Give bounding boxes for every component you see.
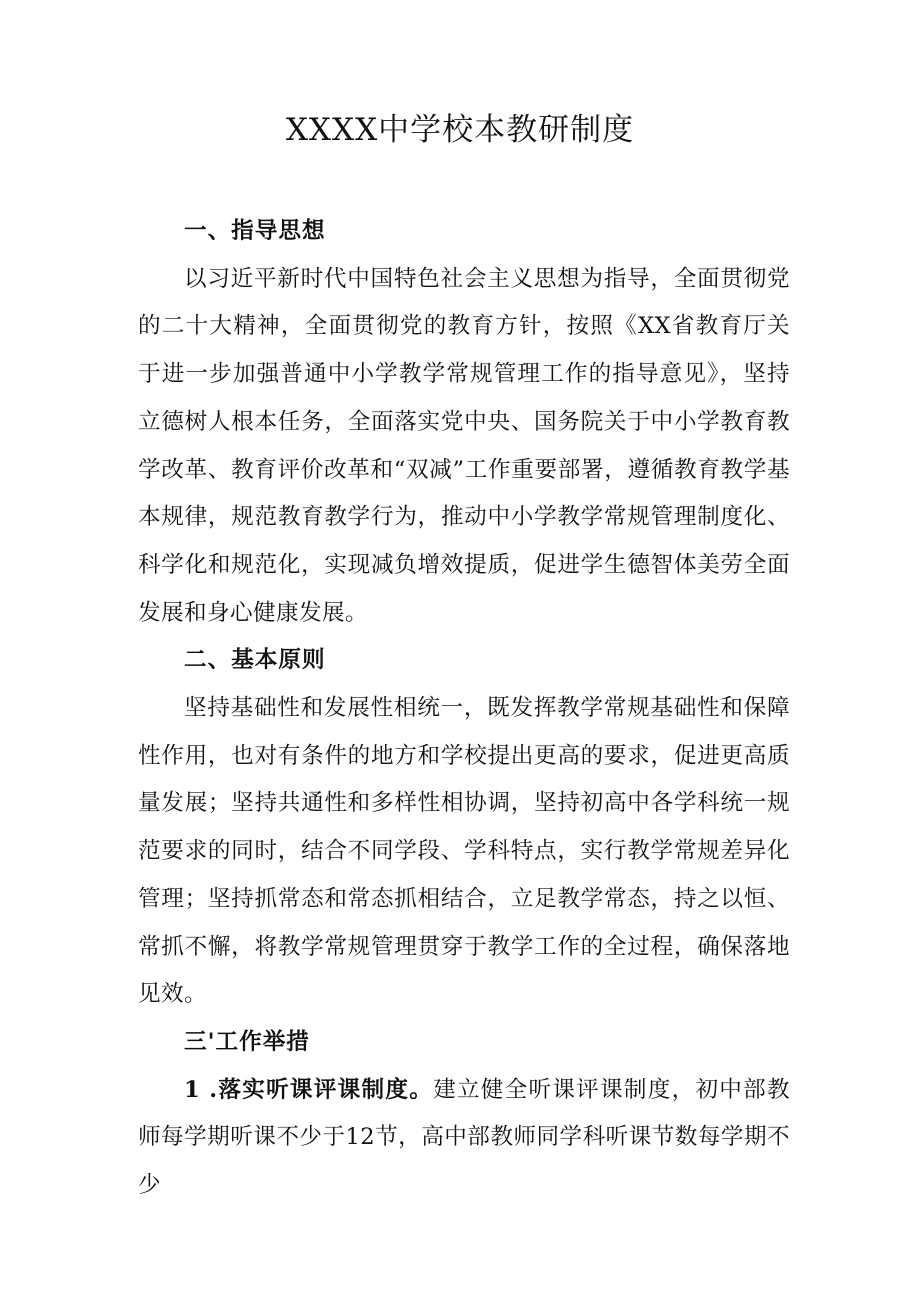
document-title: XXXX中学校本教研制度 (285, 112, 635, 148)
work-measure-item-lead: 1 .落实听课评课制度。 (184, 1076, 434, 1103)
section-heading-work-measures: 三'工作举措 (184, 1028, 310, 1055)
work-measure-item (138, 1067, 790, 1210)
work-measure-item-text: 建立健全听课评课制度，初中部教师每学期听课不少于12节，高中部教师同学科听课节数每学期不少 (138, 1076, 790, 1199)
section-paragraph-basic-principles: 坚持基础性和发展性相统一，既发挥教学常规基础性和保障性作用，也对有条件的地方和学校提出更高的要求，促进更高质量发展；坚持共通性和多样性相协调，坚持初高中各学科统一规范要求的同时，结合不同学段、学科特点，实行教学常规差异化管理；坚持抓常态和常态抓相结合，立足教学常态，持之以恒、常抓不懈，将教学常规管理贯穿于教学工作的全过程，确保落地见效。 (138, 695, 790, 1008)
section-paragraph-guiding-ideology: 以习近平新时代中国特色社会主义思想为指导，全面贯彻党的二十大精神，全面贯彻党的教育方针，按照《XX省教育厅关于进一步加强普通中小学教学常规管理工作的指导意见》，坚持立德树人根本任务，全面落实党中央、国务院关于中小学教育教学改革、教育评价改革和“双减”工作重要部署，遵循教育教学基本规律，规范教育教学行为，推动中小学教学常规管理制度化、科学化和规范化，实现减负增效提质，促进学生德智体美劳全面发展和身心健康发展。 (138, 265, 790, 626)
section-heading-guiding-ideology: 一、指导思想 (184, 218, 326, 244)
section-heading-basic-principles: 二、基本原则 (184, 647, 326, 674)
document-body (138, 208, 790, 1210)
